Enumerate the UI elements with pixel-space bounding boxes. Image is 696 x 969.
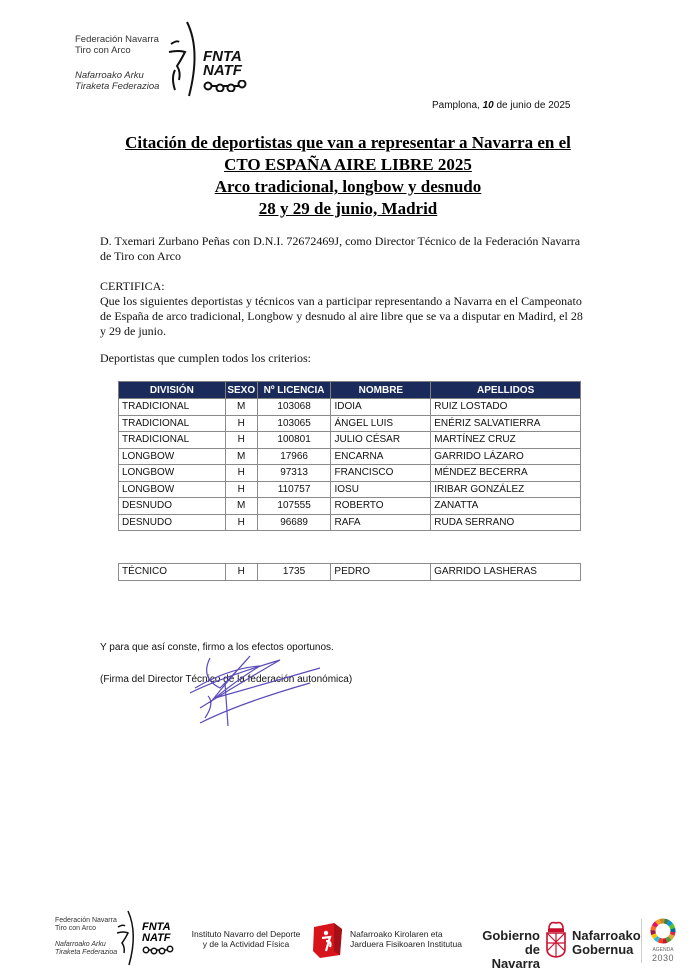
certifica-heading: CERTIFICA: xyxy=(100,279,165,293)
table-row xyxy=(119,399,581,416)
cell-apellidos: IRIBAR GONZÁLEZ xyxy=(431,481,581,498)
cell-sexo: H xyxy=(225,465,257,482)
footer-indafi-es-1: Instituto Navarro del Deporte xyxy=(191,929,301,939)
certifica-line1: Que los siguientes deportistas y técnicos van a participar representando a Navarra en el Campeonato xyxy=(100,294,582,308)
header-logo xyxy=(75,30,255,100)
cell-division: TRADICIONAL xyxy=(119,399,226,416)
column-header-apellidos: APELLIDOS xyxy=(431,382,581,399)
signature-caption: (Firma del Director Técnico de la federación autonómica) xyxy=(100,674,353,685)
footer-chain-icon xyxy=(142,945,174,955)
table-row xyxy=(119,415,581,432)
footer-logos xyxy=(0,905,696,969)
cell-apellidos: MÉNDEZ BECERRA xyxy=(431,465,581,482)
document-date xyxy=(432,100,570,111)
footer-indafi-es-2: y de la Actividad Física xyxy=(202,939,290,949)
closing-statement: Y para que así conste, firmo a los efectos oportunos. xyxy=(100,642,334,653)
footer-gobierno-es-2: de Navarra xyxy=(491,942,540,969)
cell-sexo: H xyxy=(225,514,257,531)
org-name-es xyxy=(75,34,159,56)
cell-division: DESNUDO xyxy=(119,498,226,515)
cell-licencia: 103065 xyxy=(257,415,331,432)
footer-gobierno-eu-1: Nafarroako xyxy=(572,928,641,943)
cell-apellidos: MARTÍNEZ CRUZ xyxy=(431,432,581,449)
org-name-es-line2: Tiro con Arco xyxy=(75,45,131,56)
cell-nombre: JULIO CÉSAR xyxy=(331,432,431,449)
certifica-line3: y 29 de junio. xyxy=(100,324,166,338)
cell-division: DESNUDO xyxy=(119,514,226,531)
footer-gobierno-es-1: Gobierno xyxy=(482,928,540,943)
cell-licencia: 107555 xyxy=(257,498,331,515)
cell-sexo: H xyxy=(225,481,257,498)
footer-fnta-es-1: Federación Navarra xyxy=(55,917,117,924)
title-line3: Arco tradicional, longbow y desnudo xyxy=(214,177,482,196)
footer-fnta-es-2: Tiro con Arco xyxy=(55,925,96,932)
table-row xyxy=(119,481,581,498)
cell-division: TRADICIONAL xyxy=(119,432,226,449)
cell-licencia: 96689 xyxy=(257,514,331,531)
fnta-logo-text xyxy=(203,50,242,78)
table-row xyxy=(119,448,581,465)
column-header-nombre: NOMBRE xyxy=(331,382,431,399)
cell-nombre: ENCARNA xyxy=(331,448,431,465)
signature-scribble xyxy=(180,648,330,728)
cell-nombre: ÁNGEL LUIS xyxy=(331,415,431,432)
footer-gobierno-eu-2: Gobernua xyxy=(572,942,634,957)
column-header-sexo: SEXO xyxy=(225,382,257,399)
title-line1: Citación de deportistas que van a representar a Navarra en el xyxy=(125,133,571,152)
cell-licencia: 110757 xyxy=(257,481,331,498)
footer-fnta-eu-1: Nafarroako Arku xyxy=(55,941,106,948)
footer-gobierno-es xyxy=(478,929,540,969)
cell-sexo: H xyxy=(225,415,257,432)
tecnico-table xyxy=(118,563,581,581)
title-line2: CTO ESPAÑA AIRE LIBRE 2025 xyxy=(224,155,472,174)
table-row xyxy=(119,465,581,482)
footer-archer-icon xyxy=(116,909,140,967)
org-name-eu xyxy=(75,70,159,92)
cell-apellidos: RUDA SERRANO xyxy=(431,514,581,531)
cell-licencia: 97313 xyxy=(257,465,331,482)
chain-icon xyxy=(203,80,247,92)
criteria-label: Deportistas que cumplen todos los criterios: xyxy=(100,351,311,365)
intro-paragraph xyxy=(100,234,580,264)
cell-nombre: ROBERTO xyxy=(331,498,431,515)
footer-indafi-eu-2: Jarduera Fisikoaren Institutua xyxy=(350,939,462,949)
navarra-coat-of-arms-icon xyxy=(544,919,568,959)
cell-sexo: H xyxy=(225,432,257,449)
footer-fnta-eu-2: Tiraketa Federazioa xyxy=(55,949,118,956)
footer-indafi-eu-1: Nafarroako Kirolaren eta xyxy=(350,929,443,939)
date-prefix: Pamplona, xyxy=(432,100,483,111)
table-row xyxy=(119,432,581,449)
column-header-licencia: Nº LICENCIA xyxy=(257,382,331,399)
org-name-eu-line2: Tiraketa Federazioa xyxy=(75,81,160,92)
footer-fnta-es xyxy=(55,917,117,933)
document-title xyxy=(0,132,696,220)
cell-nombre: PEDRO xyxy=(331,564,431,581)
footer-divider xyxy=(641,919,642,963)
date-day: 10 xyxy=(482,100,494,111)
title-line4: 28 y 29 de junio, Madrid xyxy=(258,199,438,218)
org-name-eu-line1: Nafarroako Arku xyxy=(75,70,144,81)
org-name-es-line1: Federación Navarra xyxy=(75,34,159,45)
cell-division: TRADICIONAL xyxy=(119,415,226,432)
footer-fnta-eu xyxy=(55,941,117,957)
cell-apellidos: GARRIDO LÁZARO xyxy=(431,448,581,465)
footer-fnta-logo xyxy=(142,922,171,944)
footer-fnta-logo-2: NATF xyxy=(142,932,171,944)
intro-line2: de Tiro con Arco xyxy=(100,249,181,263)
cell-division: LONGBOW xyxy=(119,465,226,482)
cell-nombre: RAFA xyxy=(331,514,431,531)
archer-icon xyxy=(167,20,207,98)
table-row xyxy=(119,514,581,531)
agenda-year: 2030 xyxy=(651,953,675,963)
logo-line1: FNTA xyxy=(203,48,242,65)
cell-sexo: H xyxy=(225,564,257,581)
intro-line1: D. Txemari Zurbano Peñas con D.N.I. 72672469J, como Director Técnico de la Federación Navarra xyxy=(100,234,581,248)
athletes-table xyxy=(118,381,581,531)
cell-division: LONGBOW xyxy=(119,481,226,498)
cell-nombre: FRANCISCO xyxy=(331,465,431,482)
agenda-label: AGENDA xyxy=(652,947,674,953)
cell-licencia: 100801 xyxy=(257,432,331,449)
table-row xyxy=(119,498,581,515)
cell-apellidos: RUIZ LOSTADO xyxy=(431,399,581,416)
cell-licencia: 17966 xyxy=(257,448,331,465)
certifica-paragraph xyxy=(100,279,583,339)
cell-apellidos: ENÉRIZ SALVATIERRA xyxy=(431,415,581,432)
cell-division: LONGBOW xyxy=(119,448,226,465)
cell-sexo: M xyxy=(225,448,257,465)
logo-line2: NATF xyxy=(203,62,242,79)
table-header-row xyxy=(119,382,581,399)
cell-licencia: 103068 xyxy=(257,399,331,416)
footer-indafi-eu xyxy=(350,929,462,949)
cell-nombre: IDOIA xyxy=(331,399,431,416)
certifica-line2: de España de arco tradicional, Longbow y desnudo al aire libre que se va a disputar en Madird, el 28 xyxy=(100,309,583,323)
footer-gobierno-eu xyxy=(572,929,641,957)
cell-nombre: IOSU xyxy=(331,481,431,498)
column-header-division: DIVISIÓN xyxy=(119,382,226,399)
sdg-wheel-icon xyxy=(649,917,677,945)
indafi-cube-icon xyxy=(310,921,344,959)
cell-division: TÉCNICO xyxy=(119,564,226,581)
cell-apellidos: ZANATTA xyxy=(431,498,581,515)
cell-apellidos: GARRIDO LASHERAS xyxy=(431,564,581,581)
table-row xyxy=(119,564,581,581)
date-suffix: de junio de 2025 xyxy=(493,100,571,111)
cell-sexo: M xyxy=(225,498,257,515)
cell-licencia: 1735 xyxy=(257,564,331,581)
footer-fnta-logo-1: FNTA xyxy=(142,921,171,933)
footer-indafi-es xyxy=(186,929,306,949)
cell-sexo: M xyxy=(225,399,257,416)
